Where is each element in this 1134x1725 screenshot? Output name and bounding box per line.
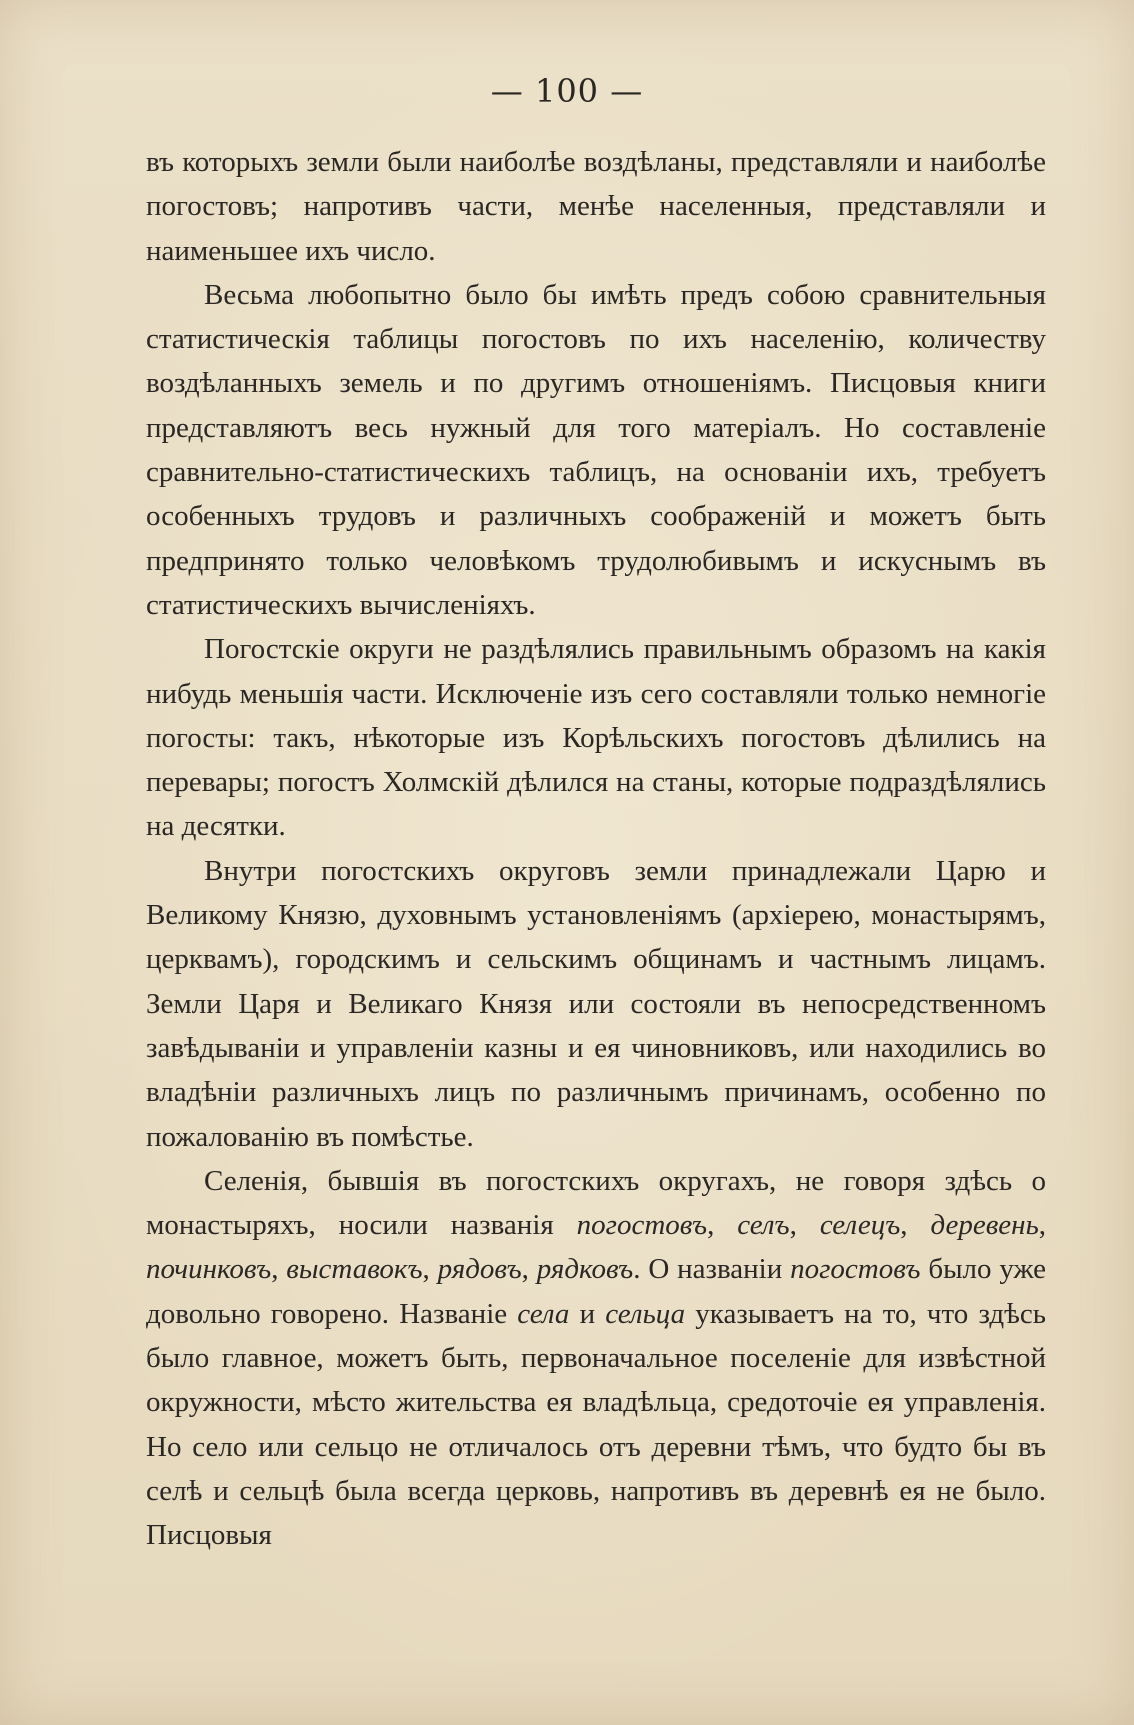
italic-term: селецъ [819, 1209, 901, 1242]
text-run: указываетъ на то, что здѣсь было главное, можетъ быть, первоначальное поселеніе для извѣстной окружности, мѣсто жительства ея владѣльца, средоточіе ея управленія. Но село или сельцо не отличалось отъ деревни тѣмъ, что будто бы въ селѣ и сельцѣ была всегда церковь, напротивъ въ деревнѣ ея не было. Писцовыя [146, 1297, 1046, 1552]
paragraph-statistics: Весьма любопытно было бы имѣть предъ собою сравнительныя статистическія таблицы погостовъ по ихъ населенію, количеству воздѣланныхъ земель и по другимъ отношеніямъ. Писцовыя книги представляютъ весь нужный для того матеріалъ. Но составленіе сравнительно-статистическихъ таблицъ, на основаніи ихъ, требуетъ особенныхъ трудовъ и различныхъ соображеній и можетъ быть предпринято только человѣкомъ трудолюбивымъ и искуснымъ въ статистическихъ вычисленіяхъ. [146, 278, 1046, 621]
paragraph-pogost-divisions: Погостскіе округи не раздѣлялись правильнымъ образомъ на какія нибудь меньшія части. Исключеніе изъ сего составляли только немногіе погосты: такъ, нѣкоторые изъ Корѣльскихъ погостовъ дѣлились на перевары; погостъ Холмскій дѣлился на станы, которые подраздѣлялись на десятки. [146, 633, 1046, 843]
text-run: , [789, 1209, 820, 1242]
text-run: , [271, 1253, 287, 1286]
text-run: и [569, 1297, 606, 1330]
italic-term: села [517, 1297, 570, 1330]
text-run: Селенія, бывшія въ погостскихъ округахъ, не говоря здѣсь о монастыряхъ, носили названія [146, 1164, 1046, 1242]
italic-term: сельца [605, 1297, 686, 1330]
italic-term: рядовъ [437, 1253, 522, 1286]
italic-term: починковъ [146, 1253, 272, 1286]
text-run: . О названіи [633, 1253, 791, 1286]
text-run: , [900, 1209, 931, 1242]
paragraph-settlement-names [146, 1159, 1046, 1558]
page-number: — 100 — [490, 72, 644, 110]
paragraph-continued: въ которыхъ земли были наиболѣе воздѣланы, представляли и наиболѣе погостовъ; напротивъ части, менѣе населенныя, представляли и наименьшее ихъ число. [146, 146, 1046, 267]
italic-term: селъ [737, 1209, 790, 1242]
text-run: было уже довольно говорено. Названіе [146, 1253, 1047, 1330]
text-run: , [707, 1209, 738, 1242]
paragraph-land-ownership: Внутри погостскихъ округовъ земли принадлежали Царю и Великому Князю, духовнымъ установленіямъ (архіерею, монастырямъ, церквамъ), городскимъ и сельскимъ общинамъ и частнымъ лицамъ. Земли Царя и Великаго Князя или состояли въ непосредственномъ завѣдываніи и управленіи казны и ея чиновниковъ, или находились во владѣніи различныхъ лицъ по различнымъ причинамъ, особенно по пожалованію въ помѣстье. [146, 854, 1046, 1153]
text-run: , [1038, 1209, 1047, 1242]
italic-term: деревень [930, 1209, 1039, 1242]
italic-term: погостовъ [576, 1209, 708, 1242]
italic-term: погостовъ [790, 1253, 921, 1286]
body-text [146, 140, 1046, 1558]
italic-term: выставокъ [286, 1253, 423, 1286]
text-run: , [521, 1253, 537, 1286]
text-run: , [422, 1253, 438, 1286]
italic-term: рядковъ [536, 1253, 634, 1286]
